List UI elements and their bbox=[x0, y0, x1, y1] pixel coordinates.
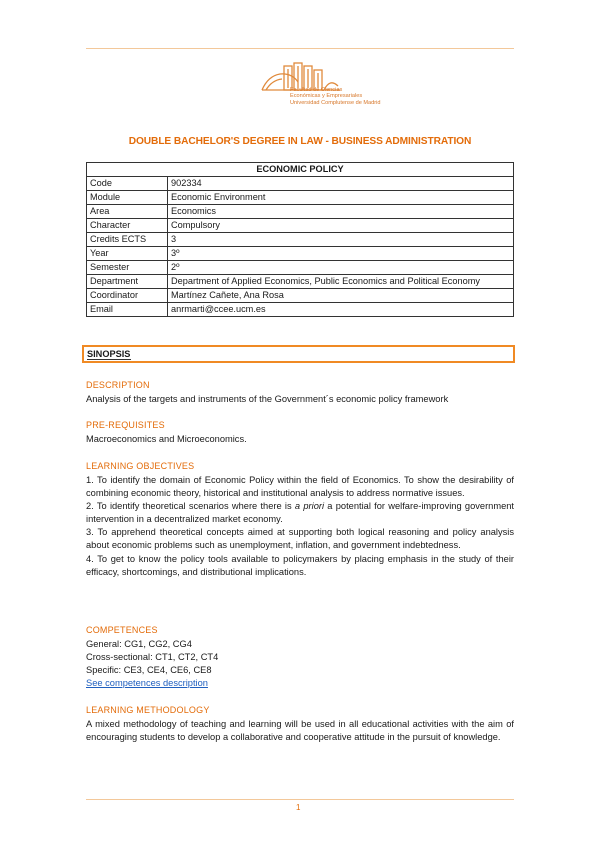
course-info-table bbox=[86, 162, 514, 317]
faculty-logo-text: Facultad de Ciencias Económicas y Empresariales Universidad Complutense de Madrid bbox=[290, 87, 381, 106]
table-row: Code 902334 bbox=[87, 177, 514, 191]
page-title: DOUBLE BACHELOR'S DEGREE IN LAW - BUSINESS ADMINISTRATION bbox=[128, 136, 472, 147]
competences-heading: COMPETENCES bbox=[86, 625, 158, 635]
objective-item: 2. To identify theoretical scenarios where there is a priori a potential for welfare-improving government intervention in a decentralized market economy. bbox=[86, 501, 515, 525]
learning-objectives-heading: LEARNING OBJECTIVES bbox=[86, 461, 195, 471]
footer-rule bbox=[86, 799, 514, 800]
table-row: Email anrmarti@ccee.ucm.es bbox=[87, 303, 514, 317]
description-text: Analysis of the targets and instruments of the Government´s economic policy framework bbox=[86, 394, 449, 404]
course-name: ECONOMIC POLICY bbox=[87, 163, 514, 177]
table-row: Module Economic Environment bbox=[87, 191, 514, 205]
learning-objectives-list bbox=[86, 474, 514, 579]
competences-general: General: CG1, CG2, CG4 bbox=[86, 639, 192, 649]
objective-item: 3. To apprehend theoretical concepts aimed at supporting both logical reasoning and policy analysis about economic problems such as unemployment, inflation, and government indebtedness. bbox=[86, 527, 514, 551]
competences-description-link[interactable]: See competences description bbox=[86, 678, 208, 689]
prerequisites-heading: PRE-REQUISITES bbox=[86, 420, 165, 430]
objective-item: 4. To get to know the policy tools available to policymakers by placing emphasis in the study of their efficacy, shortcomings, and distributional implications. bbox=[86, 553, 514, 577]
competences-specific: Specific: CE3, CE4, CE6, CE8 bbox=[86, 665, 212, 676]
methodology-heading: LEARNING METHODOLOGY bbox=[86, 705, 210, 715]
competences-cross: Cross-sectional: CT1, CT2, CT4 bbox=[86, 652, 219, 663]
table-row: Coordinator Martínez Cañete, Ana Rosa bbox=[87, 289, 514, 303]
prerequisites-text: Macroeconomics and Microeconomics. bbox=[86, 434, 247, 444]
table-row: Area Economics bbox=[87, 205, 514, 219]
sinopsis-heading: SINOPSIS bbox=[87, 349, 131, 359]
header-rule bbox=[86, 48, 514, 49]
table-row: Department Department of Applied Economics, Public Economics and Political Economy bbox=[87, 275, 514, 289]
table-row: Year 3º bbox=[87, 247, 514, 261]
table-row: Semester 2º bbox=[87, 261, 514, 275]
sinopsis-section-box bbox=[82, 345, 515, 363]
description-heading: DESCRIPTION bbox=[86, 380, 150, 390]
competences-list bbox=[86, 638, 514, 690]
methodology-text: A mixed methodology of teaching and learning will be used in all educational activities with the aim of encouraging students to develop a collaborative and cooperative attitude in the pursuit of knowledge. bbox=[86, 719, 514, 743]
objective-item: 1. To identify the domain of Economic Policy within the field of Economics. To show the desirability of combining economic theory, historical and institutional analysis to address normative issues. bbox=[86, 475, 514, 499]
table-row: Character Compulsory bbox=[87, 219, 514, 233]
table-row: Credits ECTS 3 bbox=[87, 233, 514, 247]
page-number: 1 bbox=[296, 803, 301, 812]
